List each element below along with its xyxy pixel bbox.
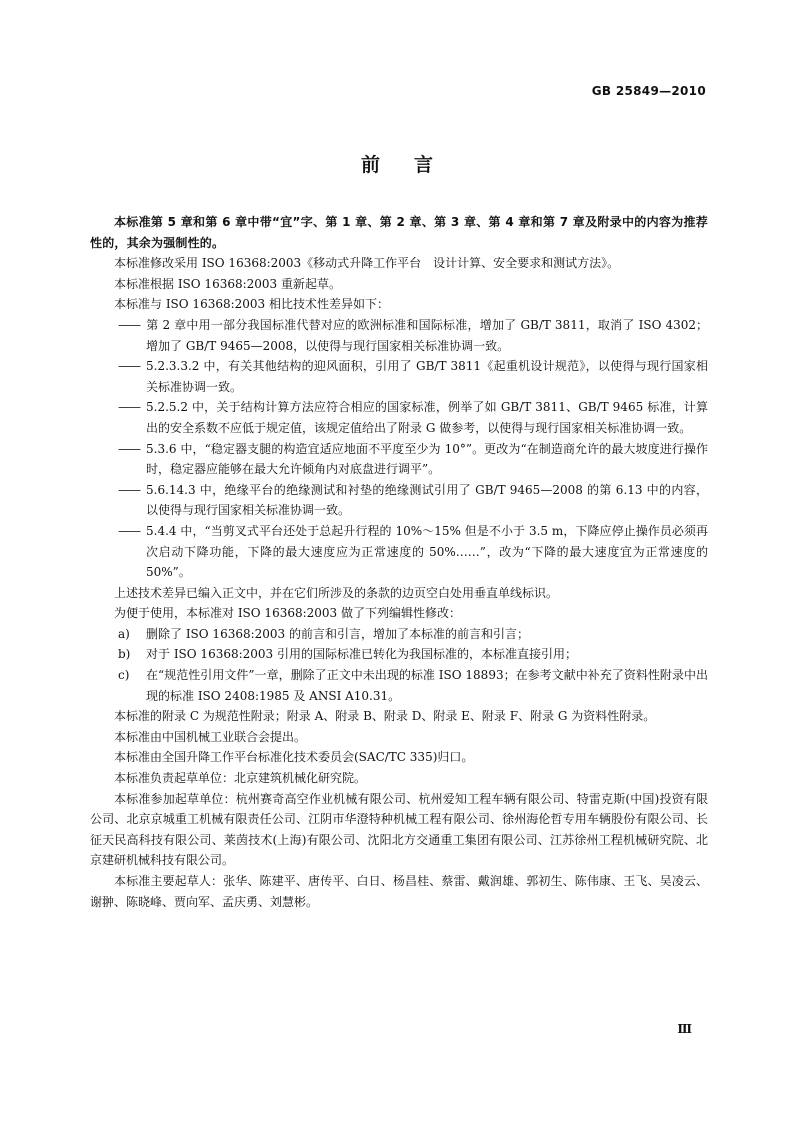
dash-mark: —— — [118, 317, 140, 332]
difference-text: 5.2.5.2 中，关于结构计算方法应符合相应的国家标准，例举了如 GB/T 3811、GB/T 9465 标准，计算出的安全系数不应低于规定值，该规定值给出了附录 G 做参考，以使得与现行国家相关标准协调一致。 — [146, 400, 708, 435]
differences-list — [90, 315, 708, 583]
dash-mark: —— — [118, 482, 140, 497]
difference-item — [90, 315, 708, 356]
list-label: a) — [118, 626, 130, 641]
editorial-item — [90, 644, 708, 665]
page-title: 前言 — [360, 154, 467, 176]
editorial-list — [90, 624, 708, 706]
paragraph-lead-drafter: 本标准负责起草单位：北京建筑机械化研究院。 — [114, 771, 367, 786]
paragraph-participating-drafters: 本标准参加起草单位：杭州赛奇高空作业机械有限公司、杭州爱知工程车辆有限公司、特雷克斯(中国)投资有限公司、北京京城重工机械有限责任公司、江阴市华澄特种机械工程有限公司、徐州海伦哲专用车辆股份有限公司、长征天民高科技有限公司、莱茵技术(上海)有限公司、沈阳北方交通重工集团有限公司、江苏徐州工程机械研究院、北京建研机械科技有限公司。 — [90, 791, 708, 868]
page-number: Ⅲ — [677, 1022, 692, 1036]
difference-text: 5.3.6 中，“稳定器支腿的构造宜适应地面不平度至少为 10°”。更改为“在制造商允许的最大坡度进行操作时，稳定器应能够在最大允许倾角内对底盘进行调平”。 — [146, 441, 708, 477]
difference-item — [90, 480, 708, 521]
difference-item — [90, 439, 708, 480]
paragraph-proposer: 本标准由中国机械工业联合会提出。 — [114, 729, 307, 744]
editorial-item — [90, 665, 708, 706]
difference-text: 5.2.3.3.2 中，有关其他结构的迎风面积，引用了 GB/T 3811《起重机设计规范》，以使得与现行国家相关标准协调一致。 — [146, 359, 708, 394]
difference-text: 第 2 章中用一部分我国标准代替对应的欧洲标准和国际标准，增加了 GB/T 3811，取消了 ISO 4302；增加了 GB/T 9465—2008，以使得与现行国家相关标准协调一致。 — [146, 317, 708, 353]
paragraph-differences-intro: 本标准与 ISO 16368:2003 相比技术性差异如下： — [114, 297, 389, 312]
paragraph-recommendation-scope: 本标准第 5 章和第 6 章中带“宜”字、第 1 章、第 2 章、第 3 章、第 4 章和第 7 章及附录中的内容为推荐性的，其余为强制性的。 — [90, 215, 708, 250]
difference-text: 5.6.14.3 中，绝缘平台的绝缘测试和衬垫的绝缘测试引用了 GB/T 9465—2008 的第 6.13 中的内容，以使得与现行国家相关标准协调一致。 — [146, 482, 708, 518]
paragraph-annexes: 本标准的附录 C 为规范性附录；附录 A、附录 B、附录 D、附录 E、附录 F、附录 G 为资料性附录。 — [114, 709, 656, 724]
dash-mark: —— — [118, 400, 140, 415]
difference-item — [90, 356, 708, 397]
paragraph-editorial-intro: 为便于使用，本标准对 ISO 16368:2003 做了下列编辑性修改： — [114, 606, 461, 621]
dash-mark: —— — [118, 441, 140, 456]
paragraph-drafting-basis: 本标准根据 ISO 16368:2003 重新起草。 — [114, 276, 341, 291]
foreword-body — [90, 212, 708, 912]
list-label: b) — [118, 647, 131, 662]
editorial-text: 对于 ISO 16368:2003 引用的国际标准已转化为我国标准的，本标准直接引用； — [146, 647, 578, 662]
difference-item — [90, 521, 708, 583]
paragraph-main-drafters: 本标准主要起草人：张华、陈建平、唐传平、白日、杨昌桂、蔡雷、戴润雄、郭初生、陈伟康、王飞、吴凌云、谢翀、陈晓峰、贾向军、孟庆勇、刘慧彬。 — [90, 874, 708, 909]
dash-mark: —— — [118, 523, 140, 538]
paragraph-committee: 本标准由全国升降工作平台标准化技术委员会(SAC/TC 335)归口。 — [114, 750, 474, 765]
difference-item — [90, 397, 708, 438]
dash-mark: —— — [118, 359, 140, 374]
editorial-text: 删除了 ISO 16368:2003 的前言和引言，增加了本标准的前言和引言； — [146, 626, 530, 641]
difference-text: 5.4.4 中，“当剪叉式平台还处于总起升行程的 10%～15% 但是不小于 3.5 m，下降应停止操作员必须再次启动下降功能，下降的最大速度应为正常速度的 50%……”，改为“下降的最大速度宜为正常速度的 50%”。 — [146, 523, 708, 580]
list-label: c) — [118, 668, 130, 683]
standard-number: GB 25849—2010 — [591, 84, 706, 98]
paragraph-adoption: 本标准修改采用 ISO 16368:2003《移动式升降工作平台 设计计算、安全要求和测试方法》。 — [114, 256, 620, 271]
editorial-item — [90, 624, 708, 645]
paragraph-marking-note: 上述技术差异已编入正文中，并在它们所涉及的条款的边页空白处用垂直单线标识。 — [114, 585, 559, 600]
editorial-text: 在“规范性引用文件”一章，删除了正文中未出现的标准 ISO 18893；在参考文献中补充了资料性附录中出现的标准 ISO 2408:1985 及 ANSI A10.31。 — [146, 668, 708, 703]
